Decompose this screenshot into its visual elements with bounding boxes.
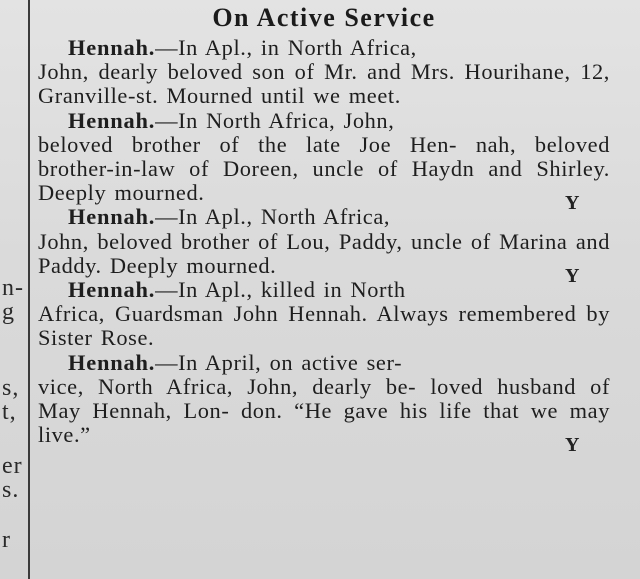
notice-first-line — [38, 109, 610, 133]
notice-line: —In Apl., North Africa, — [155, 204, 391, 230]
notice-surname: Hennah. — [68, 107, 156, 133]
signature-initial: Y — [564, 192, 580, 215]
notice-line: live.” — [38, 422, 91, 448]
notice-line: Always remembered by Sister Rose. — [38, 301, 610, 351]
death-notice — [38, 278, 610, 351]
notice-line: John, beloved brother of Lou, Paddy, — [38, 228, 403, 254]
section-heading: On Active Service — [212, 3, 436, 32]
notices-column — [38, 0, 610, 579]
signature-initial: Y — [564, 265, 580, 288]
notice-line: Mrs. Hourihane, 12, Granville-st. — [38, 59, 610, 109]
notice-line: Africa, Guardsman John Hennah. — [38, 301, 368, 327]
fragment-text: s, — [2, 375, 20, 401]
death-notice — [38, 36, 610, 109]
fragment-text: t, — [2, 399, 17, 425]
notice-line: uncle of Marina and Paddy. Deeply — [38, 228, 610, 278]
column-rule — [28, 0, 30, 579]
notice-first-line — [38, 205, 610, 229]
notice-line: —In North Africa, John, — [155, 107, 395, 133]
notice-line: —In Apl., in North Africa, — [155, 35, 417, 60]
notice-line: John, dearly beloved son of Mr. and — [38, 59, 402, 85]
notice-line: Doreen, uncle of Haydn and Shirley. — [222, 156, 610, 182]
fragment-text: er — [2, 453, 23, 479]
notice-first-line — [38, 278, 610, 302]
notice-surname: Hennah. — [68, 204, 156, 230]
fragment-text: n- — [2, 275, 24, 301]
notice-line: vice, North Africa, John, dearly be- — [38, 373, 417, 399]
signature-initial: Y — [564, 434, 580, 457]
notice-surname: Hennah. — [68, 349, 156, 375]
notice-line: don. “He gave his life that we may — [240, 398, 610, 424]
notice-line: loved husband of May Hennah, Lon- — [38, 373, 610, 424]
adjacent-column-fragments — [0, 0, 26, 579]
fragment-text: g — [2, 299, 15, 325]
notice-first-line — [38, 351, 610, 375]
fragment-text: r — [2, 527, 11, 553]
notice-line: beloved brother of the late Joe Hen- — [38, 131, 458, 157]
notice-line: Mourned until we meet. — [166, 83, 401, 109]
death-notice — [38, 349, 610, 457]
notice-line: —In Apl., killed in North — [155, 277, 406, 303]
death-notice — [38, 204, 610, 288]
notice-line: nah, beloved brother-in-law of — [38, 131, 610, 182]
notice-surname: Hennah. — [68, 35, 156, 60]
notice-first-line — [38, 36, 610, 60]
death-notice — [38, 107, 610, 215]
notice-line: mourned. — [186, 252, 277, 278]
notice-surname: Hennah. — [68, 277, 156, 303]
notice-line: —In April, on active ser- — [155, 349, 403, 375]
notice-line: Deeply mourned. — [38, 180, 205, 206]
fragment-text: s. — [2, 477, 20, 503]
